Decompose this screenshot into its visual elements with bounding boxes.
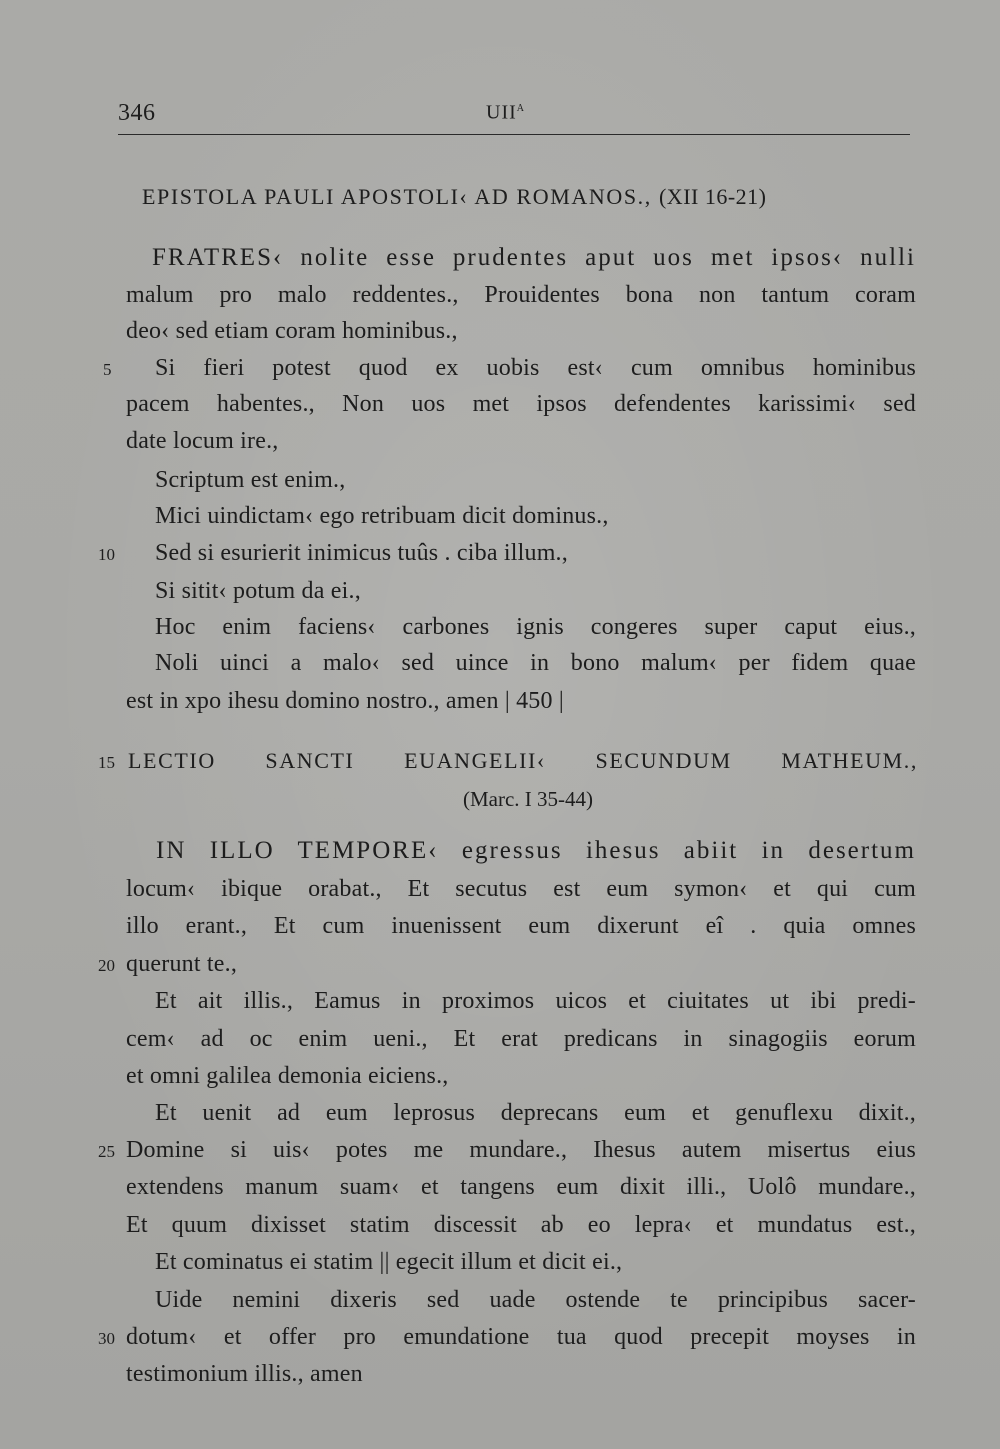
text-line: dotum‹ et offer pro emundatione tua quod precepit moyses in [126,1324,916,1350]
text-line: Et ait illis., Eamus in proximos uicos et ciuitates ut ibi predi- [155,988,916,1014]
gospel-heading-word: MATHEUM., [781,748,918,773]
text-line: querunt te., [126,951,238,977]
text-line: locum‹ ibique orabat., Et secutus est eum symon‹ et qui cum [126,876,916,902]
text-line: Uide nemini dixeris sed uade ostende te principibus sacer- [155,1287,916,1313]
gospel-heading-word: LECTIO [128,748,216,773]
gospel-heading-reference: (Marc. I 35-44) [462,787,594,811]
running-head-superscript: a [516,100,525,115]
text-line: malum pro malo reddentes., Prouidentes bona non tantum coram [126,282,916,308]
text-line: Et quum dixisset statim discessit ab eo lepra‹ et mundatus est., [126,1212,916,1238]
epistle-heading-title: EPISTOLA PAULI APOSTOLI‹ AD ROMANOS., [142,184,652,209]
text-line: pacem habentes., Non uos met ipsos defendentes karissimi‹ sed [126,391,916,417]
text-line: testimonium illis., amen [126,1361,363,1387]
text-line: extendens manum suam‹ et tangens eum dixit illi., Uolô mundare., [126,1174,916,1200]
text-line: Si sitit‹ potum da ei., [155,578,361,604]
text-line: Et uenit ad eum leprosus deprecans eum et genuflexu dixit., [155,1100,916,1126]
line-number: 30 [98,1329,115,1348]
line-number: 25 [98,1142,115,1161]
text-line: Noli uinci a malo‹ sed uince in bono malum‹ per fidem quae [155,650,916,676]
header-rule [118,134,910,135]
line-number: 10 [98,545,115,564]
text-line: date locum ire., [126,428,279,454]
gospel-heading [128,748,918,774]
text-line: illo erant., Et cum inuenissent eum dixerunt eî . quia omnes [126,913,916,939]
text-line: Sed si esurierit inimicus tuûs . ciba illum., [155,540,568,566]
epistle-heading-reference: (XII 16-21) [658,184,767,209]
gospel-heading-word: EUANGELII‹ [404,748,546,773]
text-line: Domine si uis‹ potes me mundare., Ihesus autem misertus eius [126,1137,916,1163]
text-line: Scriptum est enim., [155,467,346,493]
running-head [486,100,525,125]
page-number: 346 [118,100,156,126]
text-line: Hoc enim faciens‹ carbones ignis congeres super caput eius., [155,614,916,640]
text-line: et omni galilea demonia eiciens., [126,1063,449,1089]
text-line: est in xpo ihesu domino nostro., amen | 450 | [126,688,564,714]
text-line: IN ILLO TEMPORE‹ egressus ihesus abiit in desertum [156,837,916,864]
gospel-heading-word: SANCTI [265,748,355,773]
epistle-heading [142,184,767,210]
line-number: 5 [103,360,112,379]
text-line: Si fieri potest quod ex uobis est‹ cum omnibus hominibus [155,355,916,381]
text-line: FRATRES‹ nolite esse prudentes aput uos met ipsos‹ nulli [152,244,916,271]
text-line: Et cominatus ei statim || egecit illum et dicit ei., [155,1249,623,1275]
running-head-text: UII [486,101,517,124]
text-line: Mici uindictam‹ ego retribuam dicit dominus., [155,503,609,529]
text-line: cem‹ ad oc enim ueni., Et erat predicans in sinagogiis eorum [126,1026,916,1052]
line-number: 20 [98,956,115,975]
text-line: deo‹ sed etiam coram hominibus., [126,318,458,344]
gospel-heading-word: SECUNDUM [595,748,732,773]
line-number: 15 [98,753,115,772]
